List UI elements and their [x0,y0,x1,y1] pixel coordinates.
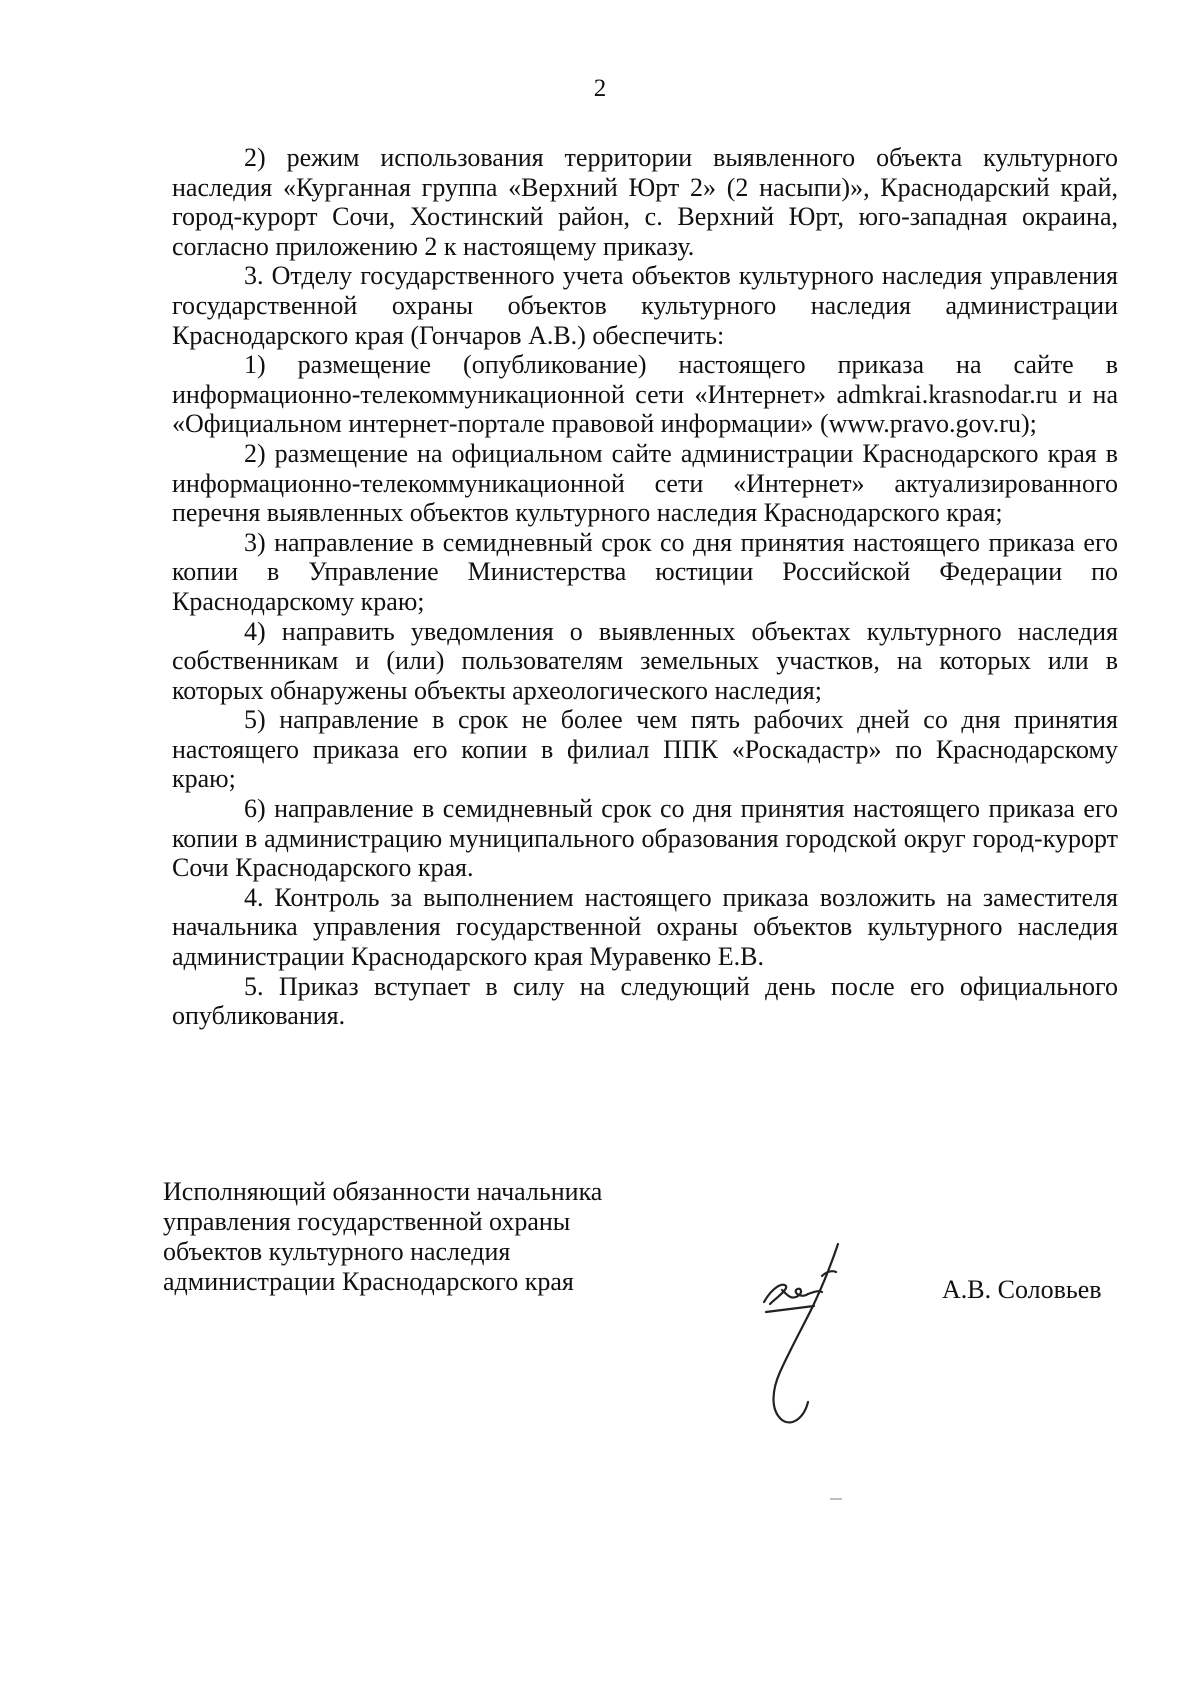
paragraph-subitem-5: 5) направление в срок не более чем пять рабочих дней со дня принятия настоящего приказа его копии в филиал ППК «Роскадастр» по Краснодарскому краю; [172,705,1118,794]
paragraph-subitem-2: 2) размещение на официальном сайте администрации Краснодарского края в информационно-телекоммуникационной сети «Интернет» актуализированного перечня выявленных объектов культурного наследия Краснодарского края; [172,438,1118,528]
signatory-position-line: управления государственной охраны [163,1207,571,1236]
signatory-position-line: администрации Краснодарского края [163,1267,574,1296]
signatory-position-line: объектов культурного наследия [163,1237,511,1266]
handwritten-signature [752,1232,882,1432]
paragraph-item-3: 3. Отделу государственного учета объектов культурного наследия управления государственной охраны объектов культурного наследия администрации Краснодарского края (Гончаров А.В.) обеспечить: [172,261,1118,350]
paragraph-land-use-regime: 2) режим использования территории выявленного объекта культурного наследия «Курганная группа «Верхний Юрт 2» (2 насыпи)», Краснодарский край, город-курорт Сочи, Хостинский район, с. Верхний Юрт, юго-западная окраина, согласно приложению 2 к настоящему приказу. [172,143,1118,261]
paragraph-subitem-1: 1) размещение (опубликование) настоящего приказа на сайте в информационно-телекоммуникационной сети «Интернет» admkrai.krasnodar.ru и на «Официальном интернет-портале правовой информации» (www.pravo.gov.ru); [172,350,1118,439]
paragraph-subitem-4: 4) направить уведомления о выявленных объектах культурного наследия собственникам и (или) пользователям земельных участков, на которых или в которых обнаружены объекты археологического наследия; [172,616,1118,705]
paragraph-item-5: 5. Приказ вступает в силу на следующий день после его официального опубликования. [172,971,1118,1031]
page-number: 2 [593,75,607,102]
document-body [172,143,1118,1031]
signatory-position [163,1177,602,1297]
signatory-position-line: Исполняющий обязанности начальника [163,1177,603,1206]
paragraph-subitem-3: 3) направление в семидневный срок со дня принятия настоящего приказа его копии в Управление Министерства юстиции Российской Федерации по Краснодарскому краю; [172,527,1118,616]
paragraph-item-4: 4. Контроль за выполнением настоящего приказа возложить на заместителя начальника управления государственной охраны объектов культурного наследия администрации Краснодарского края Муравенко Е.В. [172,882,1118,972]
scan-speck [830,1498,842,1500]
signatory-name: А.В. Соловьев [942,1275,1102,1304]
paragraph-subitem-6: 6) направление в семидневный срок со дня принятия настоящего приказа его копии в администрацию муниципального образования городской округ город-курорт Сочи Краснодарского края. [172,794,1118,883]
